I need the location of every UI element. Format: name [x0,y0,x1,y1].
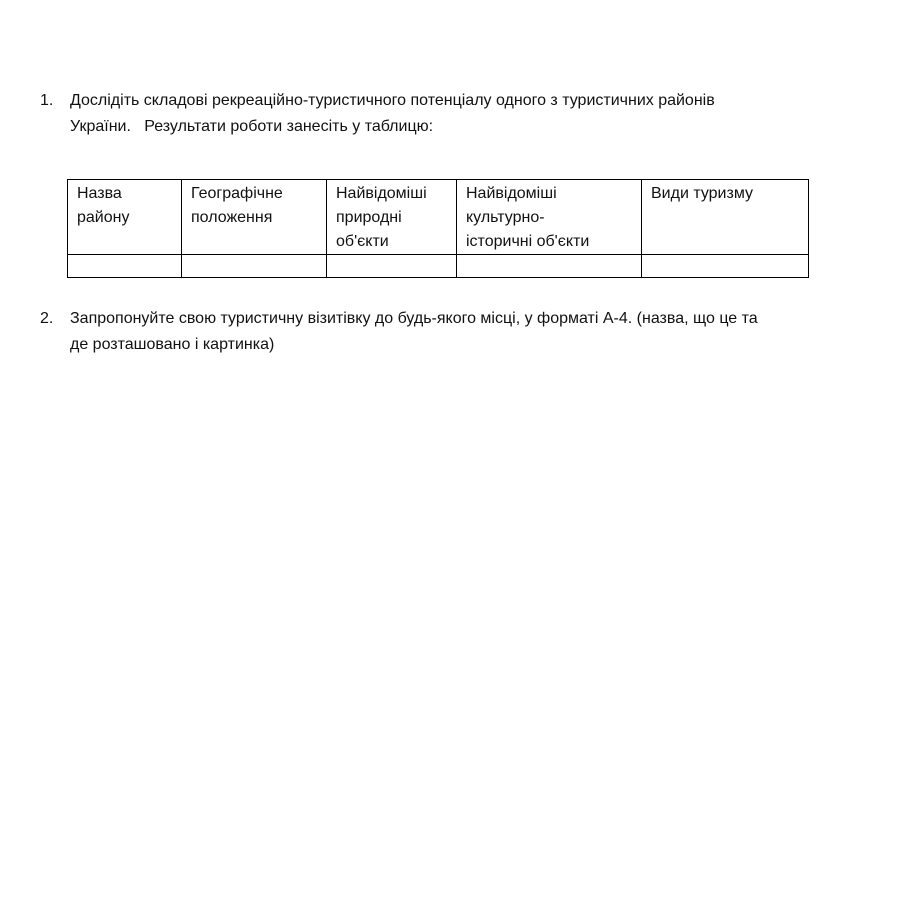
table-row [68,255,809,278]
table-cell[interactable] [457,255,642,278]
task-1-number: 1. [40,92,54,109]
header-cultural-historical-objects: Найвідоміші культурно- історичні об'єкти [457,180,642,255]
header-tourism-types: Види туризму [642,180,809,255]
table-cell[interactable] [182,255,327,278]
task-1-text: Дослідіть складові рекреаційно-туристичного потенціалу одного з туристичних районів України. Результати роботи занесіть у таблицю: [70,92,715,135]
tourism-potential-table [67,179,809,278]
table-cell[interactable] [642,255,809,278]
table-header-row [68,180,809,255]
task-1 [40,88,860,140]
task-2 [40,306,860,358]
header-geographic-location: Географічне положення [182,180,327,255]
header-natural-objects: Найвідоміші природні об'єкти [327,180,457,255]
header-district-name: Назва району [68,180,182,255]
task-2-number: 2. [40,310,54,327]
task-2-text: Запропонуйте свою туристичну візитівку до будь-якого місці, у форматі А-4. (назва, що це та де розташовано і картинка) [70,310,758,353]
table-cell[interactable] [68,255,182,278]
table-cell[interactable] [327,255,457,278]
